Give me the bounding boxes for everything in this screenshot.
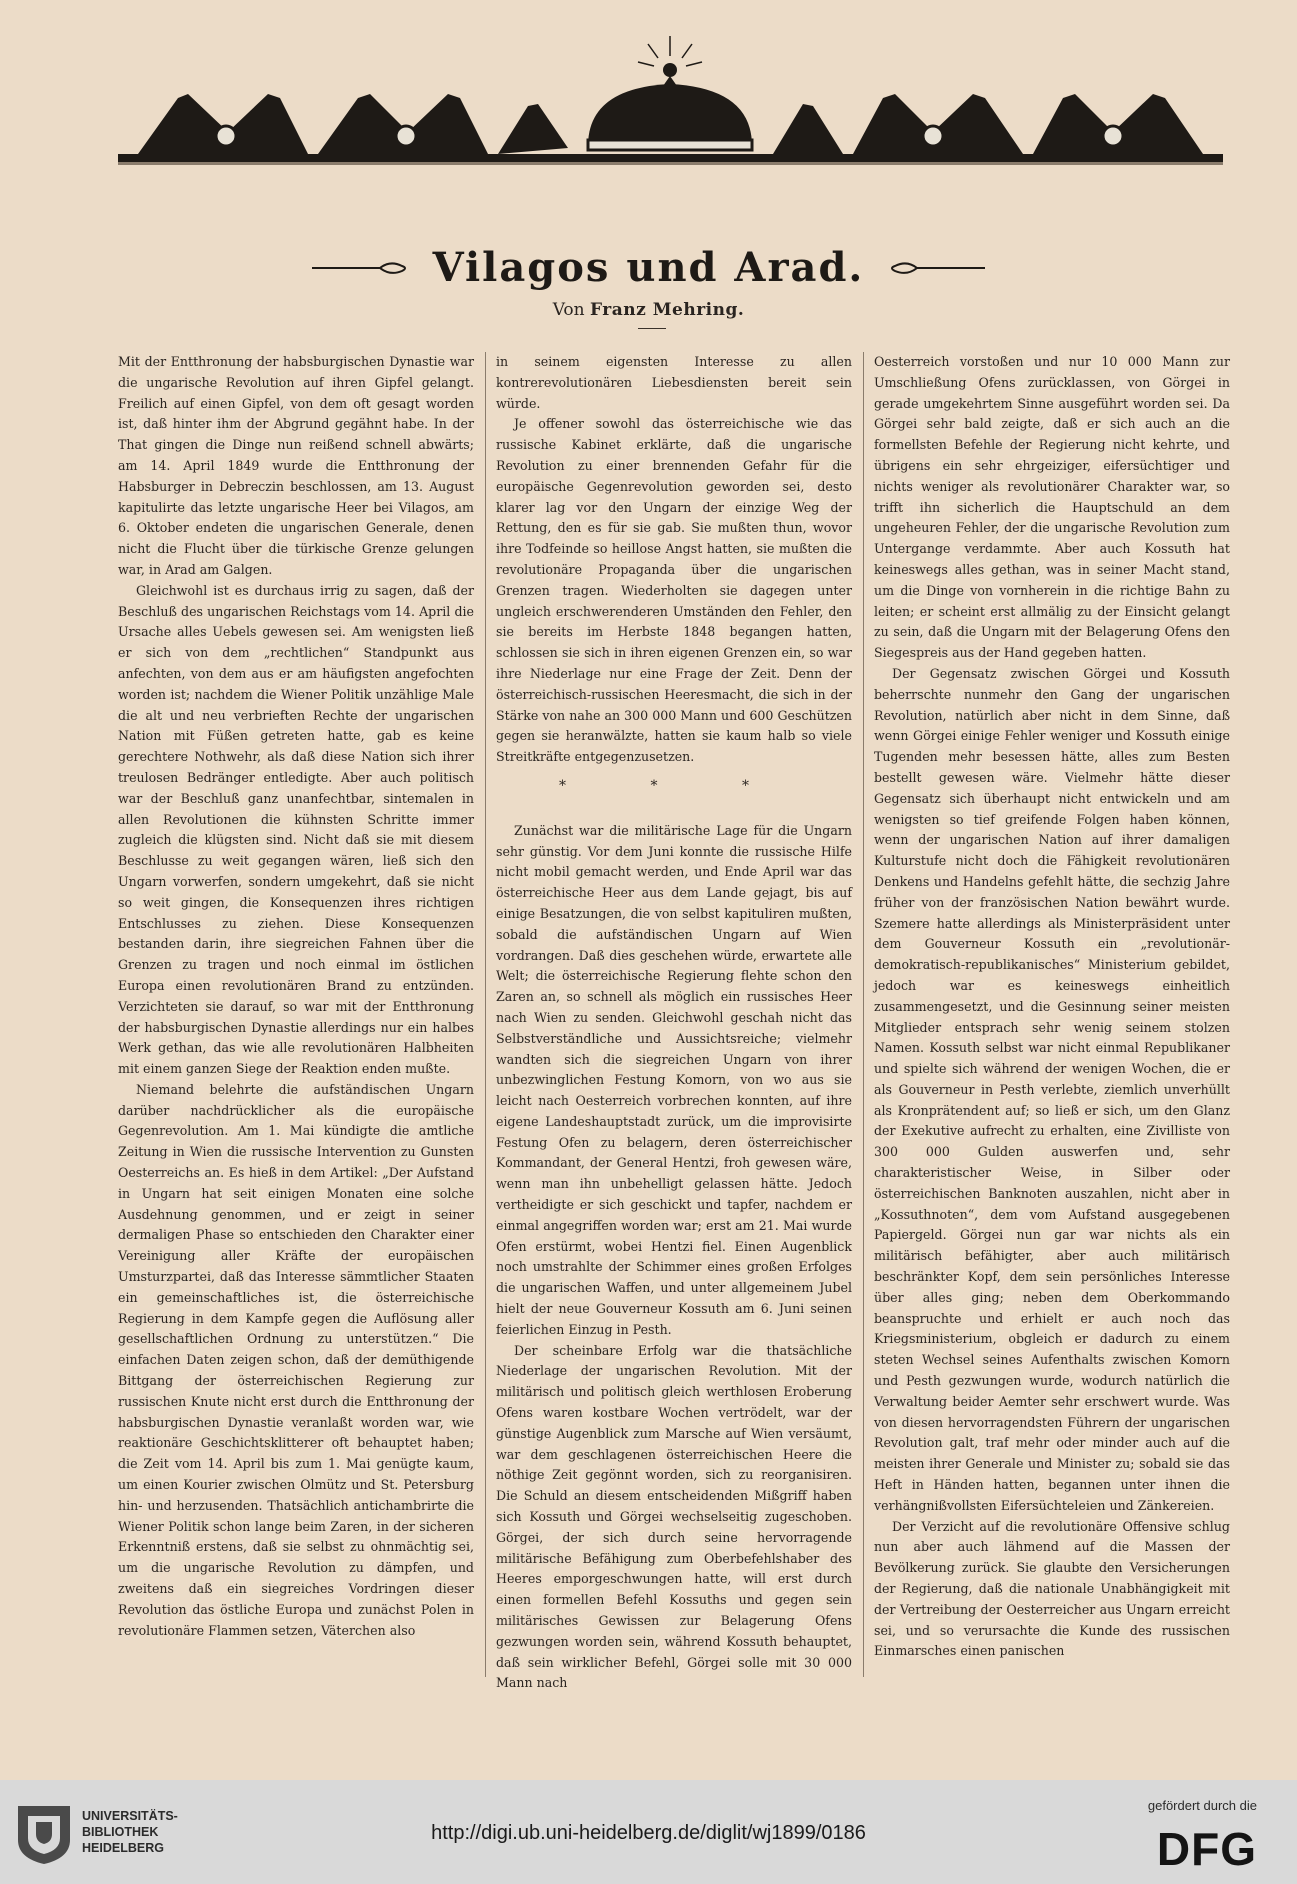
byline — [0, 300, 1297, 320]
article-body — [118, 352, 1230, 1691]
paragraph: Gleichwohl ist es durchaus irrig zu sagen, daß der Beschluß des ungarischen Reichstags vom 14. April die Ursache alles Uebels gewesen sei. Am wenigsten ließ er sich von dem „rechtlichen“ Standpunkt aus anfechten, von dem aus er am häufigsten angefochten worden ist; nachdem die Wiener Politik unzählige Male die alt und neu verbrieften Rechte der ungarischen Nation mit Füßen getreten hatte, gab es keine gerechtere Nothwehr, als daß diese Nation sich ihrer treulosen Bedränger entledigte. Aber auch politisch war der Beschluß ganz unanfechtbar, sintemalen in allen Revolutionen die kühnsten Schritte immer zugleich die klügsten sind. Nicht daß sie mit diesem Beschlusse zu weit gegangen wären, ließ sich den Ungarn vorwerfen, sondern umgekehrt, daß sie nicht so weit gingen, die Konsequenzen ihres richtigen Entschlusses zu ziehen. Diese Konsequenzen bestanden darin, ihre siegreichen Fahnen über die Grenzen zu tragen und noch einmal im östlichen Europa einen revolutionären Brand zu entzünden. Verzichteten sie darauf, so war mit der Entthronung der habsburgischen Dynastie allerdings nur ein halbes Werk gethan, das wie alle revolutionären Halbheiten mit einem ganzen Siege der Reaktion enden mußte. — [118, 582, 474, 1077]
paragraph: Oesterreich vorstoßen und nur 10 000 Mann zur Umschließung Ofens zurücklassen, von Görgei in gerade umgekehrtem Sinne ausgeführt worden sei. Da Görgei sehr bald zeigte, daß er sich auch an die formellsten Befehle der Regierung nicht kehrte, und übrigens ein sehr ehrgeiziger, eifersüchtiger und nichts weniger als revolutionärer Charakter war, so trifft ihn sicherlich die Hauptschuld an dem ungeheuren Fehler, der die ungarische Revolution zum Untergange verdammte. Aber auch Kossuth hat keineswegs alles gethan, was in seiner Macht stand, um die Dinge von vornherein in die richtige Bahn zu leiten; er scheint erst allmälig zu der Einsicht gelangt zu sein, daß die Ungarn mit der Belagerung Ofens den Siegespreis aus der Hand gegeben hatten. — [874, 354, 1230, 661]
masthead-illustration — [118, 36, 1223, 206]
paragraph: Der Gegensatz zwischen Görgei und Kossuth beherrschte nunmehr den Gang der ungarischen Revolution, natürlich aber nicht in dem Sinne, daß wenn Görgei einige Fehler weniger und Kossuth einige Tugenden mehr besessen hätte, alles zum Besten bestellt gewesen wäre. Vielmehr hätte dieser Gegensatz sich überhaupt nicht entwickeln und am wenigsten so tief greifende Folgen haben können, wenn der ungarischen Nation auf ihrer damaligen Kulturstufe nicht doch die Fähigkeit revolutionären Denkens und Handelns gefehlt hätte, die sechzig Jahre früher von der französischen Nation bewährt wurde. Szemere hatte allerdings als Ministerpräsident unter dem Gouverneur Kossuth ein „revolutionär-demokratisch-republikanisches“ Ministerium gebildet, jedoch war es keineswegs einheitlich zusammengesetzt, und die Gesinnung seiner meisten Mitglieder entsprach sehr wenig seinem stolzen Namen. Kossuth selbst war nicht einmal Republikaner und spielte sich während der wenigen Wochen, die er als Gouverneur in Pesth verlebte, ziemlich unverhüllt als Kronprätendent auf; so ließ er sich, um den Glanz der Exekutive aufrecht zu erhalten, eine Zivilliste von 300 000 Gulden auswerfen und, sehr charakteristischer Weise, in Silber oder österreichischen Banknoten auszahlen, nicht aber in „Kossuthnoten“, dem vom Aufstand ausgegebenen Papiergeld. Görgei nun gar war nichts als ein militärisch befähigter, aber auch militärisch beschränkter Kopf, dem sein persönliches Interesse über alles ging; neben dem Oberkommando beanspruchte und erhielt er auch noch das Kriegsministerium, obgleich er dadurch zu einem steten Wechsel seines Aufenthalts zwischen Komorn und Pesth gezwungen wurde, wodurch natürlich die Verwaltung beider Aemter sehr erschwert wurde. Was von diesen hervorragendsten Führern der ungarischen Revolution galt, traf mehr oder minder auch auf die meisten ihrer Generale und Minister zu; sobald sie das Heft in Händen hatten, begannen unter ihnen die verhängnißvollsten Eifersüchteleien und Zänkereien. — [874, 665, 1230, 1513]
paragraph: Der scheinbare Erfolg war die thatsächliche Niederlage der ungarischen Revolution. Mit der militärisch und politisch gleich werthlosen Eroberung Ofens waren kostbare Wochen vertrödelt, war der günstige Augenblick zum Marsche auf Wien versäumt, war dem geschlagenen österreichischen Heere die nöthige Zeit gegönnt worden, sich zu reorganisiren. Die Schuld an diesem entscheidenden Mißgriff haben sich Kossuth und Görgei wechselseitig zugeschoben. Görgei, der sich durch seine hervorragende militärische Befähigung zum Oberbefehlshaber des Heeres emporgeschwungen hatte, will erst durch einen formellen Befehl Kossuths und gegen sein militärisches Gewissen zur Belagerung Ofens gezwungen worden sein, während Kossuth behauptet, daß sein wirklicher Befehl, Görgei solle mit 30 000 Mann nach — [496, 1342, 852, 1691]
column-2 — [496, 352, 852, 1691]
paragraph: Der Verzicht auf die revolutionäre Offensive schlug nun aber auch lähmend auf die Massen der Bevölkerung zurück. Sie glaubte den Versicherungen der Regierung, daß die nationale Unabhängigkeit mit der Vertreibung der Oesterreicher aus Ungarn erreicht sei, und so verursachte die Kunde des russischen Einmarsches einen panischen — [874, 1518, 1230, 1659]
column-1 — [118, 352, 474, 1677]
left-ornament — [310, 258, 410, 278]
library-name: UNIVERSITÄTS- BIBLIOTHEK HEIDELBERG — [82, 1809, 178, 1855]
paragraph: Zunächst war die militärische Lage für die Ungarn sehr günstig. Vor dem Juni konnte die russische Hilfe nicht mobil gemacht werden, und Ende April war das österreichische Heer aus dem Lande gejagt, bis auf einige Besatzungen, die von selbst kapituliren mußten, sobald die aufständischen Ungarn auf Wien vordrangen. Daß dies geschehen würde, erwartete alle Welt; die österreichische Regierung flehte schon den Zaren an, so schnell als möglich ein russisches Heer nach Wien zu senden. Gleichwohl geschah nicht das Selbstverständliche und Aussichtsreiche; vielmehr wandten sich die siegreichen Ungarn von ihrer unbezwinglichen Festung Komorn, von wo aus sie leicht nach Oesterreich vorbrechen konnten, auf ihre eigene Landeshauptstadt zurück, um die improvisirte Festung Ofen zu belagern, deren österreichischer Kommandant, der General Hentzi, froh gewesen wäre, wenn man ihn unbehelligt gelassen hätte. Jedoch vertheidigte er sich geschickt und tapfer, nachdem er einmal angegriffen worden war; erst am 21. Mai wurde Ofen erstürmt, wobei Hentzi fiel. Einen Augenblick noch umstrahlte der Schimmer eines großen Erfolges die ungarischen Waffen, und unter allgemeinem Jubel hielt der neue Gouverneur Kossuth am 6. Juni seinen feierlichen Einzug in Pesth. — [496, 822, 852, 1337]
paragraph: Niemand belehrte die aufständischen Ungarn darüber nachdrücklicher als die europäische Gegenrevolution. Am 1. Mai kündigte die amtliche Zeitung in Wien die russische Intervention zu Gunsten Oesterreichs an. Es hieß in dem Artikel: „Der Aufstand in Ungarn hat seit einigen Monaten eine solche Ausdehnung genommen, und er zeigt in seiner dermaligen Phase so entschieden den Charakter einer Vereinigung aller Kräfte der europäischen Umsturzpartei, daß das Interesse sämmtlicher Staaten ein gemeinschaftliches ist, die österreichische Regierung in dem Kampfe gegen die Auflösung aller gesellschaftlichen Ordnung zu unterstützen.“ Die einfachen Daten zeigen schon, daß der demüthigende Bittgang der österreichischen Regierung zur russischen Knute nicht erst durch die Entthronung der habsburgischen Dynastie veranlaßt worden war, wie reaktionäre Geschichtsklitterer oft behauptet haben; die Zeit vom 14. April bis zum 1. Mai genügte kaum, um einen Kourier zwischen Olmütz und St. Petersburg hin- und herzusenden. Thatsächlich antichambrirte die Wiener Politik schon lange beim Zaren, in der sicheren Erkenntniß erstens, daß sie selbst zu ohnmächtig sei, um die ungarische Revolution zu dämpfen, und zweitens daß ein siegreiches Vordringen dieser Revolution das östliche Europa und zunächst Polen in revolutionäre Flammen setzen, Väterchen also — [118, 1081, 474, 1638]
permalink-url[interactable]: http://digi.ub.uni-heidelberg.de/diglit/wj1899/0186 — [431, 1822, 866, 1844]
dfg-logo: DFG — [1156, 1823, 1257, 1875]
column-divider — [485, 352, 486, 1677]
column-divider — [863, 352, 864, 1677]
viewer-footer — [0, 1780, 1297, 1884]
author-name: Franz Mehring. — [590, 300, 745, 320]
byline-prefix: Von — [552, 300, 585, 320]
right-ornament — [887, 258, 987, 278]
section-break-stars: * * * — [559, 777, 789, 794]
title-divider — [638, 328, 666, 329]
funding-label: gefördert durch die — [1147, 1798, 1257, 1813]
paragraph: Mit der Entthronung der habsburgischen Dynastie war die ungarische Revolution auf ihren Gipfel gelangt. Freilich auf einen Gipfel, von dem oft gesagt worden ist, daß hinter ihm der Abgrund gegähnt habe. In der That gingen die Dinge nun reißend schnell abwärts; am 14. April 1849 wurde die Entthronung der Habsburger in Debreczin beschlossen, am 13. August kapitulirte das letzte ungarische Heer bei Vilagos, am 6. Oktober endeten die ungarischen Generale, denen nicht die Flucht über die türkische Grenze gelungen war, in Arad am Galgen. — [118, 354, 474, 577]
article-title: Vilagos und Arad. — [432, 244, 865, 291]
paragraph: in seinem eigensten Interesse zu allen kontrerevolutionären Liebesdiensten bereit sein würde. — [496, 354, 852, 411]
paragraph: Je offener sowohl das österreichische wie das russische Kabinet erklärte, daß die ungarische Revolution zu einer brennenden Gefahr für die europäische Gegenrevolution geworden sei, desto klarer lag vor den Ungarn der einzige Weg der Rettung, den es für sie gab. Sie mußten thun, wovor ihre Todfeinde so heillose Angst hatten, sie mußten die revolutionäre Propaganda über die ungarischen Grenzen tragen. Wiederholten sie dagegen unter ungleich erschwerenderen Umständen den Fehler, den sie bereits im Herbste 1848 begangen hatten, schlossen sie sich in ihren eigenen Grenzen ein, so war ihre Niederlage nur eine Frage der Zeit. Denn der österreichisch-russischen Heeresmacht, die sich in der Stärke von nahe an 300 000 Mann und 600 Geschützen gegen sie heranwälzte, hatten sie kaum halb so viele Streitkräfte entgegenzusetzen. — [496, 416, 852, 765]
column-3 — [874, 352, 1230, 1677]
